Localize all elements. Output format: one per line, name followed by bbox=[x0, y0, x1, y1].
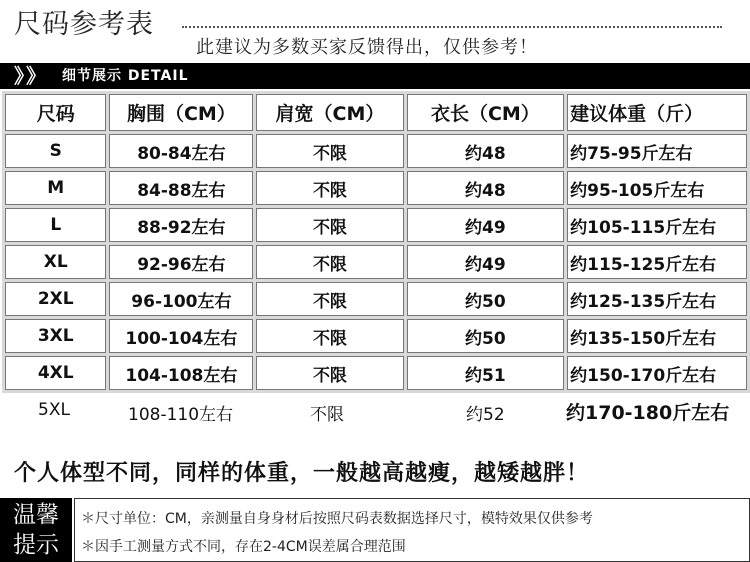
table-row bbox=[5, 208, 747, 242]
title-row bbox=[14, 2, 734, 40]
table-row-last bbox=[0, 396, 750, 428]
cell-size: 2XL bbox=[5, 282, 106, 316]
tips-label-line: 温馨 bbox=[13, 502, 59, 528]
cell-size: 5XL bbox=[38, 400, 70, 420]
tip-line: ＊因手工测量方式不同，存在2-4CM误差属合理范围 bbox=[81, 539, 406, 555]
cell-chest: 92-96左右 bbox=[109, 245, 253, 279]
cell-size: XL bbox=[5, 245, 106, 279]
cell-length: 约50 bbox=[407, 319, 565, 353]
cell-chest: 104-108左右 bbox=[109, 356, 253, 390]
cell-weight: 约95-105斤左右 bbox=[567, 171, 747, 205]
column-header-weight: 建议体重（斤） bbox=[567, 94, 747, 131]
page-title: 尺码参考表 bbox=[14, 9, 154, 40]
cell-chest: 96-100左右 bbox=[109, 282, 253, 316]
column-header-chest: 胸围（CM） bbox=[109, 94, 253, 131]
cell-size: L bbox=[5, 208, 106, 242]
table-row bbox=[5, 356, 747, 390]
cell-weight: 约150-170斤左右 bbox=[567, 356, 747, 390]
cell-chest: 108-110左右 bbox=[128, 405, 234, 425]
cell-shoulder: 不限 bbox=[256, 282, 403, 316]
banner-text: 细节展示 DETAIL bbox=[62, 68, 189, 84]
cell-shoulder: 不限 bbox=[256, 245, 403, 279]
tip-line: ＊尺寸单位：CM，亲测量自身身材后按照尺码表数据选择尺寸，模特效果仅供参考 bbox=[81, 511, 593, 527]
cell-shoulder: 不限 bbox=[256, 208, 403, 242]
cell-shoulder: 不限 bbox=[256, 171, 403, 205]
cell-length: 约48 bbox=[407, 171, 565, 205]
cell-length: 约52 bbox=[466, 405, 505, 425]
cell-chest: 100-104左右 bbox=[109, 319, 253, 353]
cell-length: 约50 bbox=[407, 282, 565, 316]
cell-weight: 约115-125斤左右 bbox=[567, 245, 747, 279]
cell-size: S bbox=[5, 134, 106, 168]
tips-label-line: 提示 bbox=[13, 532, 59, 558]
dotted-divider bbox=[182, 26, 722, 28]
cell-weight: 约135-150斤左右 bbox=[567, 319, 747, 353]
cell-chest: 84-88左右 bbox=[109, 171, 253, 205]
cell-shoulder: 不限 bbox=[256, 134, 403, 168]
cell-shoulder: 不限 bbox=[256, 356, 403, 390]
column-header-shoulder: 肩宽（CM） bbox=[256, 94, 403, 131]
cell-length: 约49 bbox=[407, 245, 565, 279]
cell-weight: 约105-115斤左右 bbox=[567, 208, 747, 242]
cell-shoulder: 不限 bbox=[310, 405, 344, 425]
table-row bbox=[5, 245, 747, 279]
tips-label bbox=[0, 498, 72, 562]
double-arrow-icon: 》》 bbox=[14, 64, 48, 88]
cell-length: 约49 bbox=[407, 208, 565, 242]
tips-box bbox=[74, 498, 750, 562]
cell-length: 约48 bbox=[407, 134, 565, 168]
cell-shoulder: 不限 bbox=[256, 319, 403, 353]
cell-size: 4XL bbox=[5, 356, 106, 390]
column-header-length: 衣长（CM） bbox=[407, 94, 565, 131]
cell-weight: 约75-95斤左右 bbox=[567, 134, 747, 168]
page-subtitle: 此建议为多数买家反馈得出，仅供参考！ bbox=[196, 37, 538, 58]
body-type-note: 个人体型不同，同样的体重，一般越高越瘦，越矮越胖！ bbox=[14, 461, 590, 486]
table-row bbox=[5, 171, 747, 205]
cell-size: M bbox=[5, 171, 106, 205]
cell-weight: 约170-180斤左右 bbox=[566, 402, 730, 424]
size-table bbox=[2, 91, 750, 393]
table-row bbox=[5, 319, 747, 353]
table-header-row bbox=[5, 94, 747, 131]
tips-section bbox=[0, 498, 750, 562]
column-header-size: 尺码 bbox=[5, 94, 106, 131]
cell-chest: 88-92左右 bbox=[109, 208, 253, 242]
cell-size: 3XL bbox=[5, 319, 106, 353]
table-row bbox=[5, 282, 747, 316]
cell-weight: 约125-135斤左右 bbox=[567, 282, 747, 316]
table-row bbox=[5, 134, 747, 168]
cell-length: 约51 bbox=[407, 356, 565, 390]
cell-chest: 80-84左右 bbox=[109, 134, 253, 168]
detail-banner bbox=[0, 63, 750, 89]
